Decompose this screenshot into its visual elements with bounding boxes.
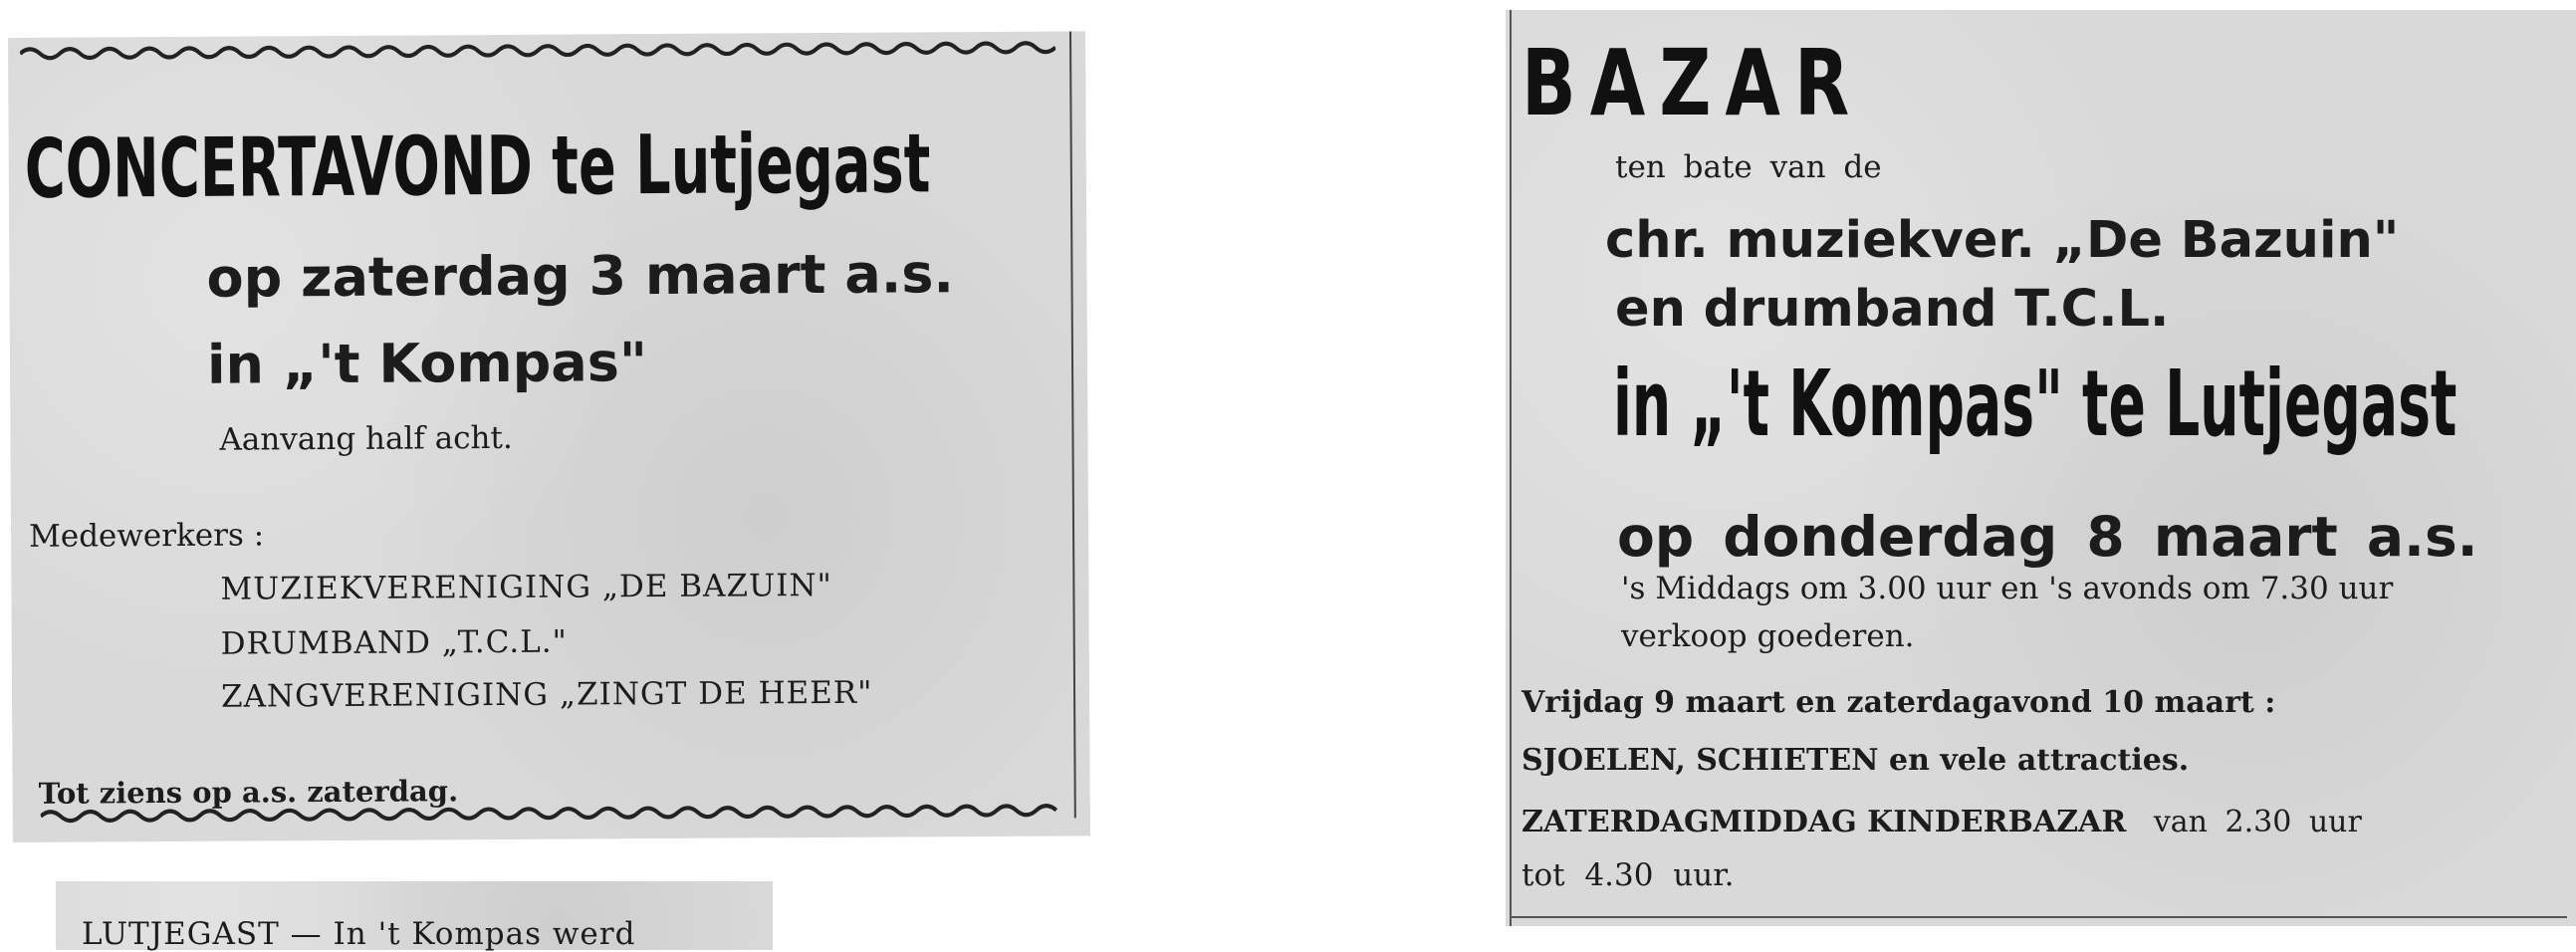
bazar-kids-time-1: van 2.30 uur: [2153, 805, 2362, 839]
bazar-date: op donderdag 8 maart a.s.: [1617, 505, 2478, 569]
contributor-2: DRUMBAND „T.C.L.": [220, 623, 568, 662]
bazar-times: 's Middags om 3.00 uur en 's avonds om 7.30 uur: [1621, 571, 2394, 606]
left-edge-rule: [1510, 10, 1512, 926]
bazar-friday: Vrijdag 9 maart en zaterdagavond 10 maart :: [1522, 685, 2276, 720]
bazar-org-line-1: chr. muziekver. „De Bazuin": [1605, 211, 2400, 270]
bottom-wavy-border: [41, 798, 1076, 828]
bazar-venue: in „'t Kompas" te Lutjegast: [1613, 351, 2458, 457]
concert-start-time: Aanvang half acht.: [219, 419, 513, 458]
concert-date: op zaterdag 3 maart a.s.: [206, 242, 955, 310]
news-fragment-clipping: [56, 881, 773, 950]
bazar-org-line-2: en drumband T.C.L.: [1615, 280, 2170, 339]
bazar-ad-clipping: [1506, 10, 2576, 926]
bazar-sale: verkoop goederen.: [1621, 618, 1915, 654]
contributor-3: ZANGVERENIGING „ZINGT DE HEER": [220, 674, 873, 715]
bazar-subtitle: ten bate van de: [1615, 149, 1882, 185]
concert-title: CONCERTAVOND te Lutjegast: [24, 117, 931, 217]
news-fragment-text: LUTJEGAST — In 't Kompas werd: [82, 916, 636, 952]
concert-closing: Tot ziens op a.s. zaterdag.: [38, 774, 459, 811]
bazar-kids-time-2: tot 4.30 uur.: [1522, 857, 1735, 893]
contributors-label: Medewerkers :: [28, 517, 265, 555]
bazar-activities: SJOELEN, SCHIETEN en vele attracties.: [1522, 743, 2190, 778]
top-wavy-border: [20, 36, 1055, 66]
concert-venue: in „'t Kompas": [206, 331, 648, 396]
bazar-title: BAZAR: [1522, 30, 1864, 136]
concert-ad-clipping: [8, 31, 1090, 842]
bottom-edge-rule: [1512, 916, 2567, 918]
bazar-kids-label: ZATERDAGMIDDAG KINDERBAZAR: [1522, 805, 2127, 839]
contributor-1: MUZIEKVERENIGING „DE BAZUIN": [220, 567, 832, 607]
